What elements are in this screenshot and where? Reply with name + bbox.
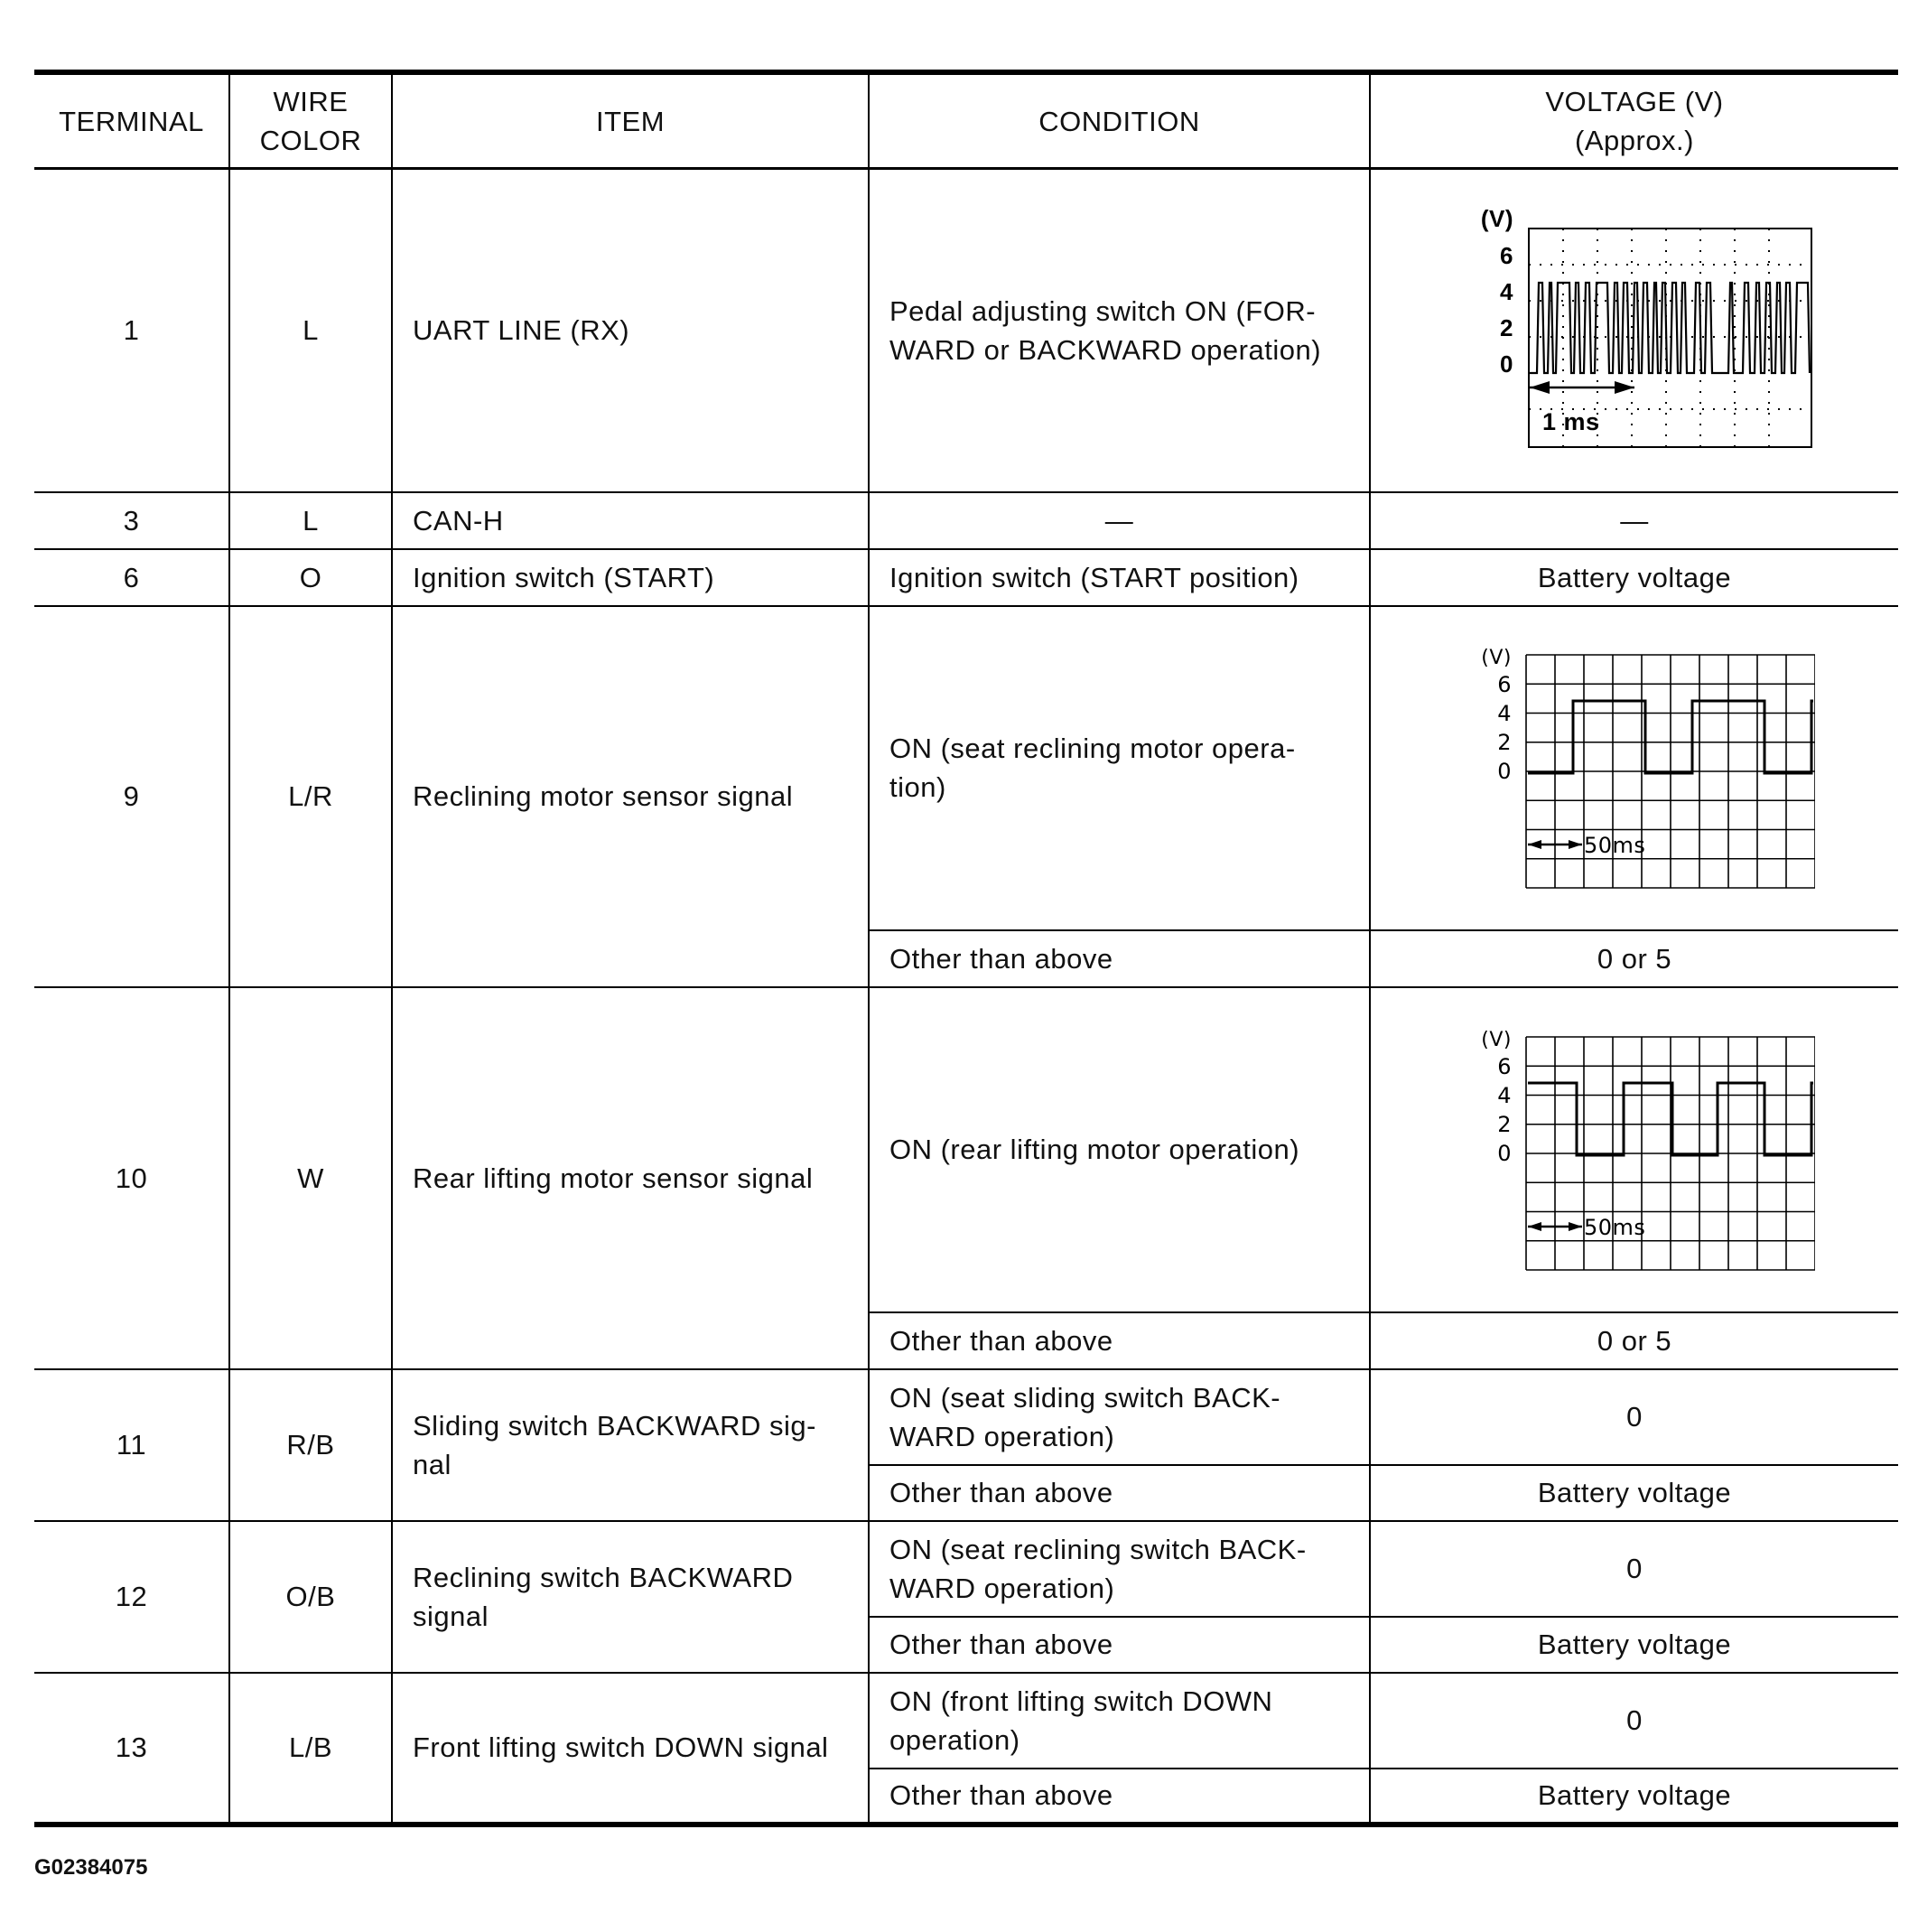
table-row (34, 606, 1898, 930)
table-row (34, 549, 1898, 606)
voltage-cell: Battery voltage (1370, 1465, 1898, 1521)
terminal-cell: 6 (34, 549, 229, 606)
terminal-cell: 11 (34, 1369, 229, 1521)
condition-cell: ON (seat reclining motor opera- tion) (869, 606, 1370, 930)
voltage-waveform-cell (1370, 606, 1898, 930)
item-cell: Front lifting switch DOWN signal (392, 1673, 869, 1825)
item-cell: Ignition switch (START) (392, 549, 869, 606)
wire-color-cell: O/B (229, 1521, 392, 1673)
time-scale-label: 50ms (1584, 833, 1646, 858)
y-tick-label: 4 (1497, 1082, 1512, 1108)
y-tick-label: 2 (1497, 1111, 1512, 1137)
table-row (34, 1369, 1898, 1465)
condition-cell: ON (seat reclining switch BACK- WARD operation) (869, 1521, 1370, 1617)
rear-lifting-sensor-waveform-chart (1454, 1028, 1815, 1272)
table-row (34, 492, 1898, 549)
voltage-cell: Battery voltage (1370, 1617, 1898, 1673)
header-wire-color: WIRE COLOR (229, 72, 392, 169)
condition-cell: Other than above (869, 1312, 1370, 1369)
item-cell: UART LINE (RX) (392, 169, 869, 492)
header-item: ITEM (392, 72, 869, 169)
condition-cell: ON (rear lifting motor operation) (869, 987, 1370, 1312)
y-tick-label: 2 (1500, 313, 1513, 341)
terminal-cell: 13 (34, 1673, 229, 1825)
condition-cell: Other than above (869, 1769, 1370, 1825)
condition-cell: Other than above (869, 1465, 1370, 1521)
axis-unit-label: (V) (1481, 647, 1512, 669)
condition-cell: Other than above (869, 1617, 1370, 1673)
item-cell: CAN-H (392, 492, 869, 549)
terminal-spec-table (34, 70, 1898, 1827)
condition-cell: ON (seat sliding switch BACK- WARD operation) (869, 1369, 1370, 1465)
voltage-cell: — (1370, 492, 1898, 549)
terminal-cell: 12 (34, 1521, 229, 1673)
wire-color-cell: L (229, 169, 392, 492)
scope-grid (1526, 1037, 1815, 1270)
header-row (34, 72, 1898, 169)
y-tick-label: 6 (1500, 241, 1513, 269)
y-tick-label: 0 (1497, 1140, 1512, 1166)
time-scale-label: 1 ms (1542, 407, 1600, 435)
table-row (34, 1673, 1898, 1769)
condition-cell: Pedal adjusting switch ON (FOR- WARD or BACKWARD operation) (869, 169, 1370, 492)
item-cell: Reclining motor sensor signal (392, 606, 869, 987)
item-cell: Rear lifting motor sensor signal (392, 987, 869, 1369)
header-terminal: TERMINAL (34, 72, 229, 169)
header-voltage: VOLTAGE (V) (Approx.) (1370, 72, 1898, 169)
voltage-cell: Battery voltage (1370, 549, 1898, 606)
y-tick-label: 6 (1497, 672, 1512, 697)
voltage-cell: 0 (1370, 1673, 1898, 1769)
terminal-cell: 3 (34, 492, 229, 549)
y-tick-label: 2 (1497, 730, 1512, 755)
wire-color-cell: O (229, 549, 392, 606)
terminal-cell: 10 (34, 987, 229, 1369)
wire-color-cell: L/B (229, 1673, 392, 1825)
item-cell: Reclining switch BACKWARD signal (392, 1521, 869, 1673)
table-row (34, 169, 1898, 492)
voltage-cell: 0 (1370, 1521, 1898, 1617)
y-tick-label: 6 (1497, 1053, 1512, 1079)
header-condition: CONDITION (869, 72, 1370, 169)
reclining-sensor-waveform-chart (1454, 646, 1815, 890)
uart-waveform-chart (1454, 209, 1815, 453)
y-tick-label: 0 (1497, 759, 1512, 784)
scope-grid (1526, 655, 1815, 888)
table-row (34, 1521, 1898, 1617)
wire-color-cell: L/R (229, 606, 392, 987)
terminal-cell: 1 (34, 169, 229, 492)
condition-cell: — (869, 492, 1370, 549)
voltage-cell: 0 or 5 (1370, 930, 1898, 987)
figure-id: G02384075 (34, 1855, 148, 1880)
voltage-cell: 0 or 5 (1370, 1312, 1898, 1369)
y-tick-label: 4 (1500, 277, 1513, 305)
wire-color-cell: L (229, 492, 392, 549)
voltage-cell: Battery voltage (1370, 1769, 1898, 1825)
table-row (34, 987, 1898, 1312)
y-tick-label: 4 (1497, 701, 1512, 726)
time-scale-label: 50ms (1584, 1214, 1646, 1240)
axis-unit-label: (V) (1481, 1028, 1512, 1051)
condition-cell: Ignition switch (START position) (869, 549, 1370, 606)
condition-cell: Other than above (869, 930, 1370, 987)
voltage-waveform-cell (1370, 169, 1898, 492)
item-cell: Sliding switch BACKWARD sig- nal (392, 1369, 869, 1521)
uart-signal-trace (1530, 283, 1810, 373)
wire-color-cell: W (229, 987, 392, 1369)
condition-cell: ON (front lifting switch DOWN operation) (869, 1673, 1370, 1769)
axis-unit-label: (V) (1480, 208, 1513, 232)
voltage-cell: 0 (1370, 1369, 1898, 1465)
time-scale-marker (1530, 381, 1634, 394)
voltage-waveform-cell (1370, 987, 1898, 1312)
wire-color-cell: R/B (229, 1369, 392, 1521)
terminal-cell: 9 (34, 606, 229, 987)
y-tick-label: 0 (1500, 350, 1513, 378)
